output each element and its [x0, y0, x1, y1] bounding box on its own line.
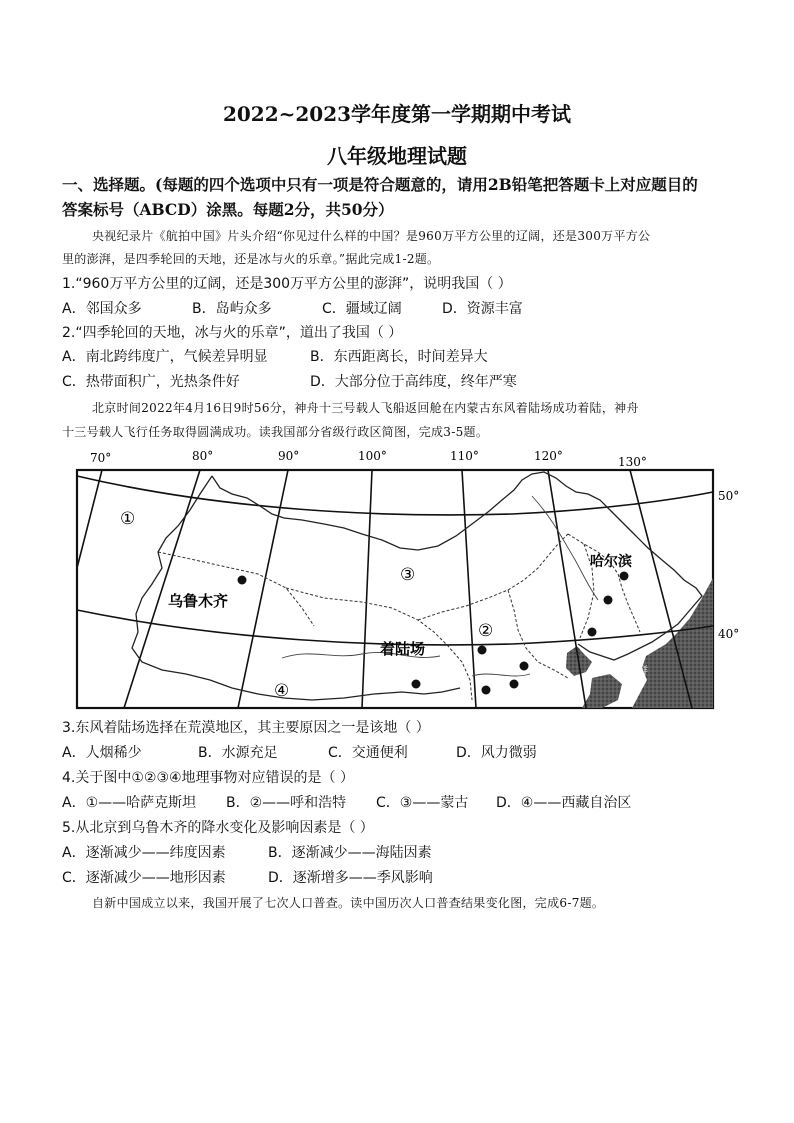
question-3-option-b[interactable]: B．水源充足: [198, 745, 278, 761]
question-4-stem: 4.关于图中①②③④地理事物对应错误的是（ ）: [62, 770, 355, 786]
lon-label-80: 80°: [192, 449, 214, 463]
lat-label-50: 50°: [718, 489, 740, 503]
region-1-label: ①: [120, 509, 136, 529]
lon-label-100: 100°: [358, 449, 387, 463]
city-dot-shenyang: [588, 628, 597, 637]
city-dot-harbin: [620, 572, 629, 581]
question-4-option-b[interactable]: B．②——呼和浩特: [226, 795, 347, 811]
question-1-option-a[interactable]: A．邻国众多: [62, 301, 142, 317]
city-dot-taiyuan: [482, 686, 491, 695]
region-2-label: ②: [478, 621, 494, 641]
question-5-option-a[interactable]: A．逐渐减少——纬度因素: [62, 845, 226, 861]
question-2-stem: 2.“四季轮回的天地，冰与火的乐章”，道出了我国（ ）: [62, 325, 403, 341]
region-3-label: ③: [400, 565, 416, 585]
intro-1-line1: 央视纪录片《航拍中国》片头介绍“你见过什么样的中国？是960万平方公里的辽阔，还是300万平方公: [92, 229, 651, 243]
exam-subtitle: 八年级地理试题: [327, 144, 467, 168]
city-label-urumqi: 乌鲁木齐: [168, 592, 229, 610]
question-3-stem: 3.东风着陆场选择在荒漠地区，其主要原因之一是该地（ ）: [62, 720, 430, 736]
question-5-option-d[interactable]: D．逐渐增多——季风影响: [268, 870, 433, 886]
city-dot-beijing: [520, 662, 529, 671]
intro-2-line1: 北京时间2022年4月16日9时56分，神舟十三号载人飞船返回舱在内蒙古东风着陆场成功着陆，神舟: [92, 401, 639, 415]
question-3-option-c[interactable]: C．交通便利: [328, 745, 408, 761]
lon-label-130: 130°: [618, 455, 647, 469]
question-2-option-d[interactable]: D．大部分位于高纬度，终年严寒: [310, 374, 517, 390]
intro-1-line2: 里的澎湃，是四季轮回的天地，还是冰与火的乐章。”据此完成1-2题。: [62, 252, 440, 266]
question-3-option-d[interactable]: D．风力微弱: [456, 745, 537, 761]
city-dot-urumqi: [238, 576, 247, 585]
lon-label-120: 120°: [534, 449, 563, 463]
city-dot-changchun: [604, 596, 613, 605]
city-dot-lanzhou: [412, 680, 421, 689]
korea-label-1: 朝: [628, 640, 638, 651]
exam-title: 2022~2023学年度第一学期期中考试: [222, 102, 572, 126]
region-4-label: ④: [274, 681, 290, 701]
question-5-option-c[interactable]: C．逐渐减少——地形因素: [62, 870, 226, 886]
question-1-option-b[interactable]: B．岛屿众多: [192, 301, 272, 317]
china-province-map: [62, 448, 752, 710]
korea-label-2: 鲜: [638, 666, 648, 677]
question-2-option-b[interactable]: B．东西距离长，时间差异大: [310, 349, 488, 365]
lat-label-40: 40°: [718, 627, 740, 641]
question-5-stem: 5.从北京到乌鲁木齐的降水变化及影响因素是（ ）: [62, 820, 374, 836]
question-2-option-a[interactable]: A．南北跨纬度广，气候差异明显: [62, 349, 268, 365]
landing-site-label: 着陆场: [380, 640, 426, 658]
lon-label-70: 70°: [90, 451, 112, 465]
question-1-option-c[interactable]: C．疆域辽阔: [322, 301, 402, 317]
city-dot-hohhot: [478, 646, 487, 655]
intro-3-line1: 自新中国成立以来，我国开展了七次人口普查。读中国历次人口普查结果变化图，完成6-7题。: [92, 896, 605, 910]
question-3-option-a[interactable]: A．人烟稀少: [62, 745, 142, 761]
question-4-option-a[interactable]: A．①——哈萨克斯坦: [62, 795, 197, 811]
question-4-option-c[interactable]: C．③——蒙古: [376, 795, 469, 811]
question-5-option-b[interactable]: B．逐渐减少——海陆因素: [268, 845, 432, 861]
city-label-harbin: 哈尔滨: [590, 554, 632, 570]
lon-label-110: 110°: [450, 449, 479, 463]
question-4-option-d[interactable]: D．④——西藏自治区: [496, 795, 632, 811]
section-heading-line1: 一、选择题。(每题的四个选项中只有一项是符合题意的，请用2B铅笔把答题卡上对应题目的: [62, 175, 698, 194]
question-2-option-c[interactable]: C．热带面积广，光热条件好: [62, 374, 240, 390]
question-1-stem: 1.“960万平方公里的辽阔，还是300万平方公里的澎湃”，说明我国（ ）: [62, 276, 512, 292]
city-dot-tianjin: [510, 680, 519, 689]
question-1-option-d[interactable]: D．资源丰富: [442, 301, 523, 317]
lon-label-90: 90°: [278, 449, 300, 463]
intro-2-line2: 十三号载人飞行任务取得圆满成功。读我国部分省级行政区简图，完成3-5题。: [62, 425, 489, 439]
section-heading-line2: 答案标号（ABCD）涂黑。每题2分，共50分）: [62, 200, 394, 219]
